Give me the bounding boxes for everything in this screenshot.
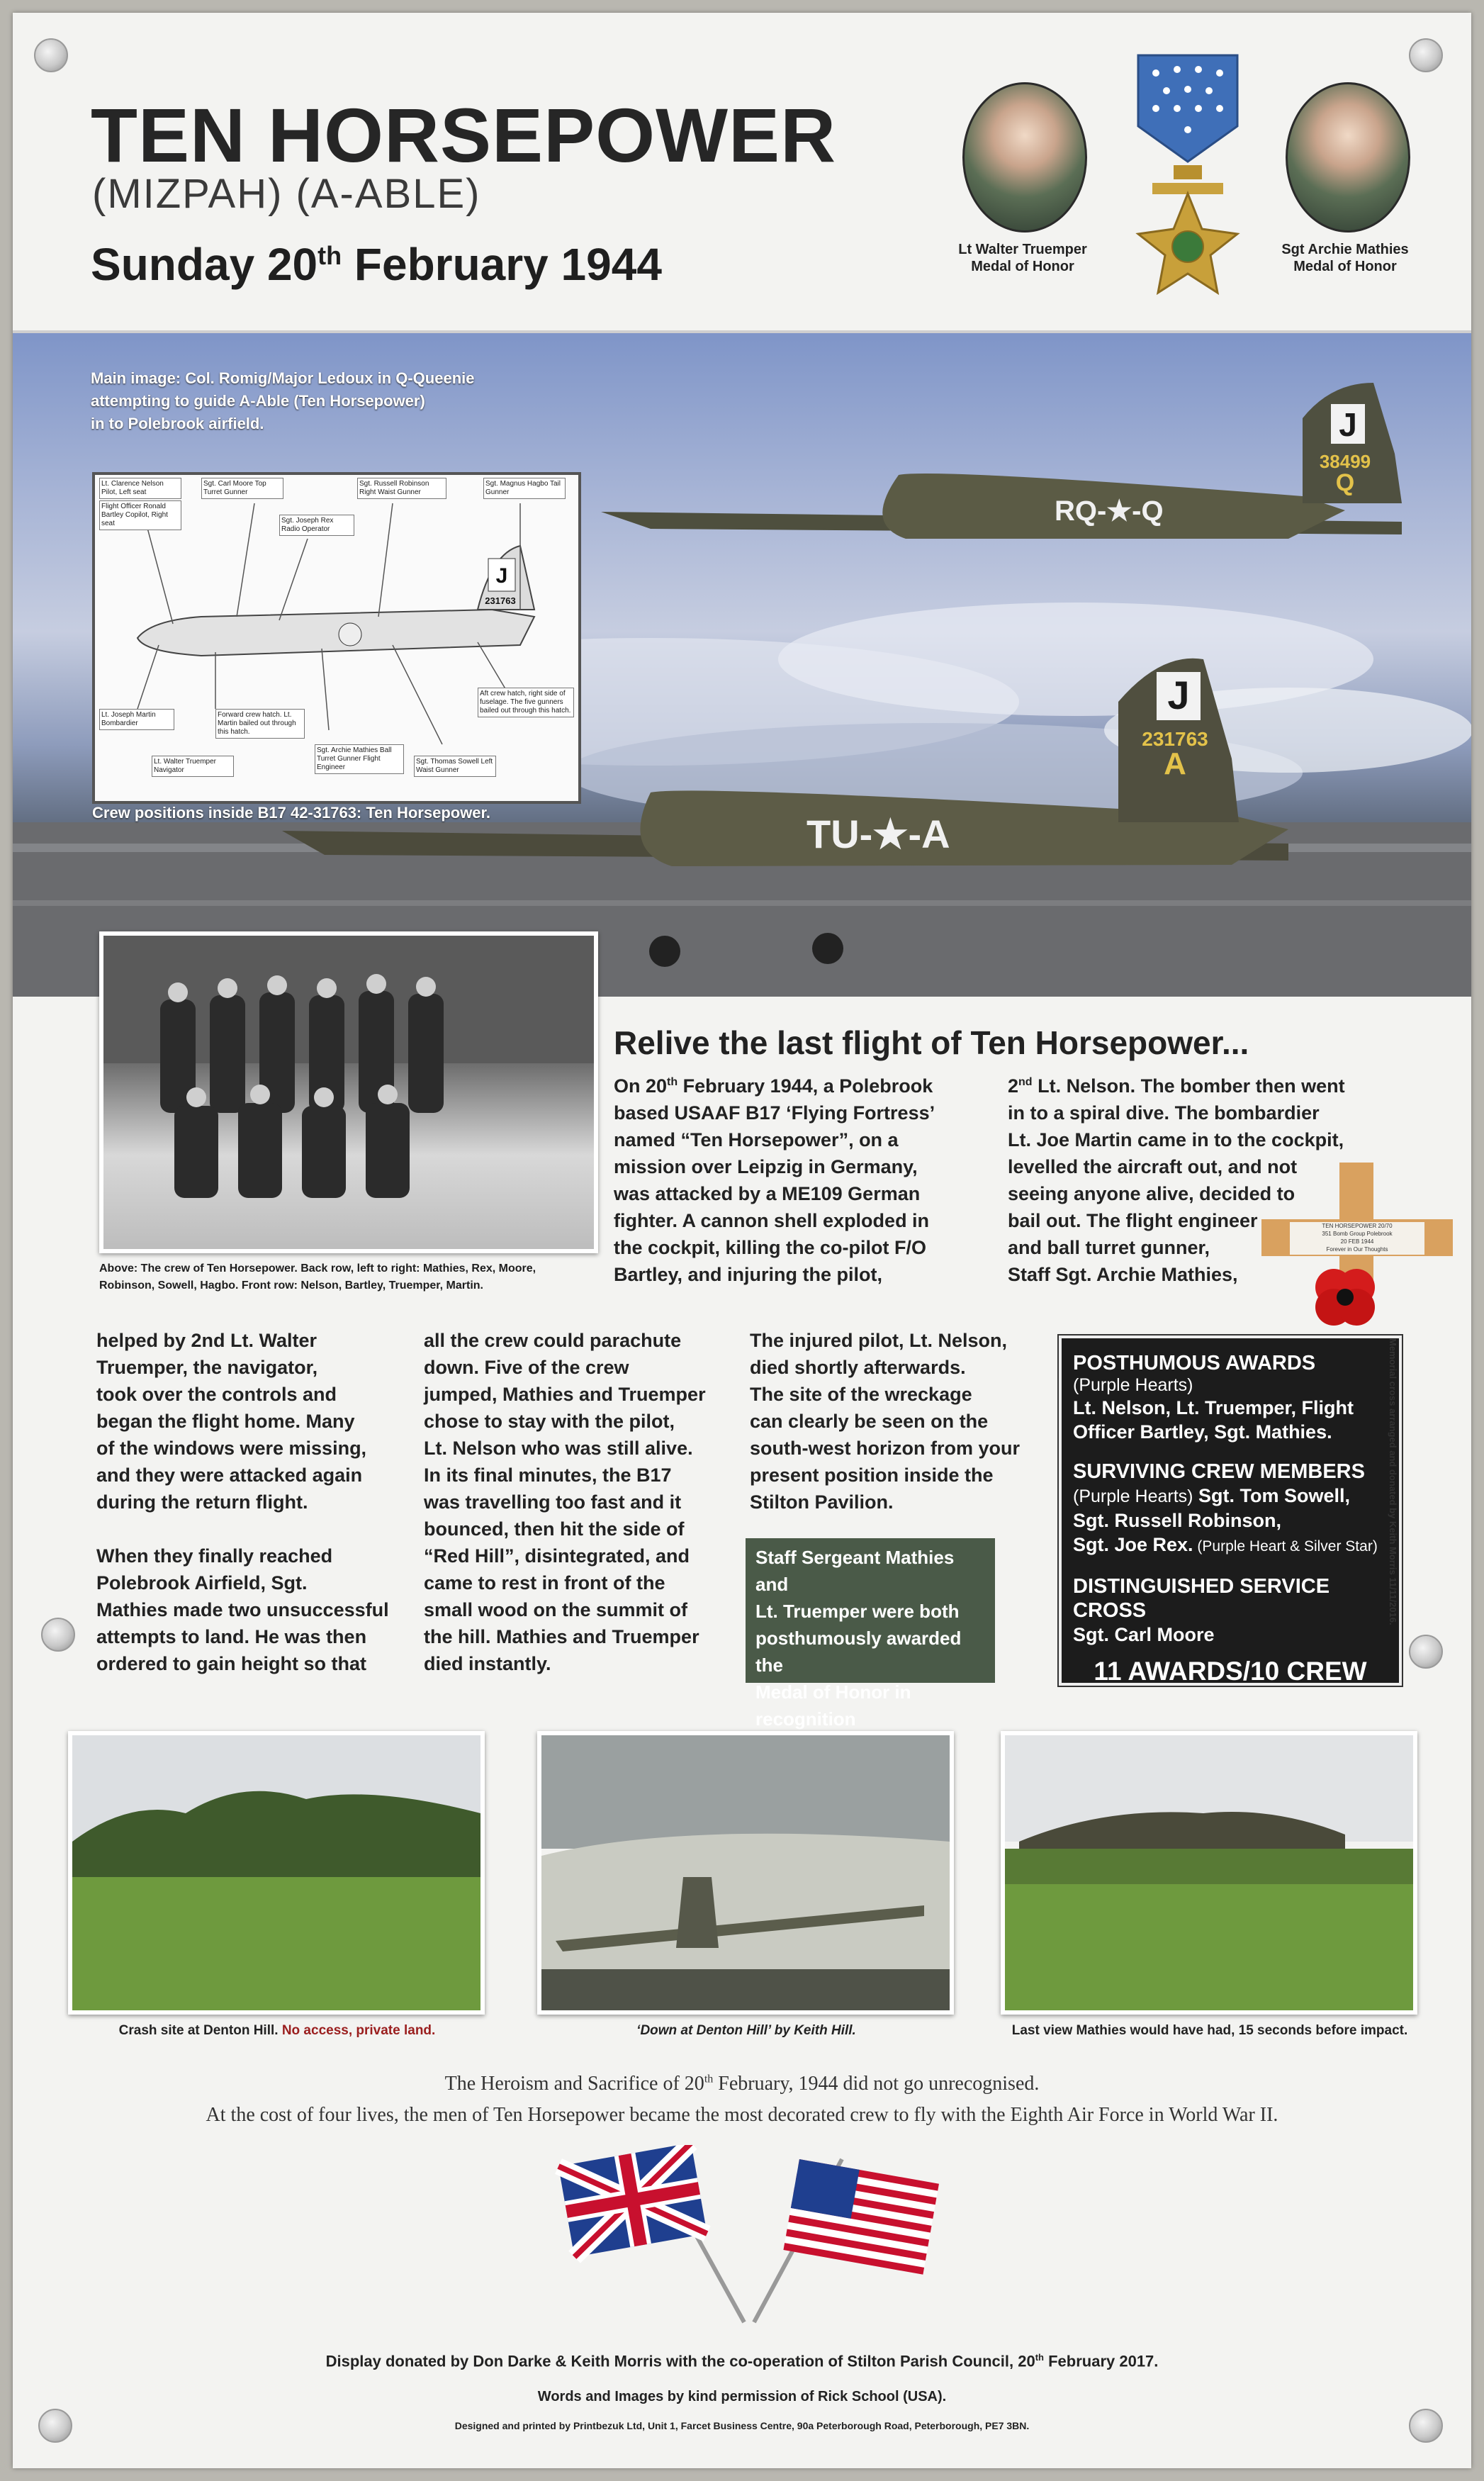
- story-line: bounced, then hit the side of: [424, 1518, 685, 1540]
- story-line: chose to stay with the pilot,: [424, 1411, 675, 1432]
- awards-survivor-line: Sgt. Joe Rex. (Purple Heart & Silver Star): [1073, 1534, 1378, 1555]
- crew-caption-line: Above: The crew of Ten Horsepower. Back row, left to right: Mathies, Rex, Moore,: [99, 1262, 536, 1275]
- upper-b17: [601, 383, 1402, 539]
- story-line: In its final minutes, the B17: [424, 1464, 672, 1486]
- story-line: died shortly afterwards.: [750, 1357, 966, 1378]
- screw-top-right: [1409, 38, 1443, 72]
- mathies-name: Sgt Archie Mathies: [1281, 242, 1409, 257]
- story-col1: [614, 1069, 996, 1288]
- truemper-honor: Medal of Honor: [971, 259, 1074, 274]
- diagram-label: Lt. Walter Truemper Navigator: [152, 756, 234, 777]
- medal-note-box: [746, 1538, 995, 1730]
- story-line: all the crew could parachute: [424, 1330, 682, 1351]
- story-line: was attacked by a ME109 German: [614, 1183, 921, 1204]
- story-line: Stilton Pavilion.: [750, 1491, 894, 1513]
- mathies-portrait: [1286, 82, 1410, 233]
- cross-plaque: TEN HORSEPOWER 20/70 351 Bomb Group Polebrook 20 FEB 1944 Forever in Our Thoughts: [1290, 1222, 1424, 1255]
- crash-site-scene: [72, 1735, 480, 2010]
- mathies-honor: Medal of Honor: [1293, 259, 1397, 274]
- diagram-label: Lt. Clarence Nelson Pilot, Left seat: [99, 478, 181, 499]
- story-heading: Relive the last flight of Ten Horsepower...: [614, 1024, 1249, 1061]
- awards-box: [1059, 1335, 1402, 1686]
- story-line: mission over Leipzig in Germany,: [614, 1156, 918, 1177]
- story-line: the hill. Mathies and Truemper: [424, 1626, 699, 1647]
- story-line: Lt. Joe Martin came in to the cockpit,: [1008, 1129, 1344, 1150]
- story-line: the cockpit, killing the co-pilot F/O: [614, 1237, 927, 1258]
- date-sup: th: [317, 241, 342, 270]
- crew-photo-scene: [103, 936, 594, 1249]
- diagram-label: Sgt. Archie Mathies Ball Turret Gunner Flight Engineer: [315, 744, 404, 774]
- story-line: When they finally reached: [96, 1545, 333, 1567]
- us-flag: [783, 2159, 939, 2275]
- story-col-a: [96, 1327, 394, 1677]
- awards-gap: [1073, 1559, 1388, 1574]
- story-col-b: [424, 1327, 736, 1677]
- upper-fuselage-code: RQ-★-Q: [1055, 495, 1164, 527]
- story-line: The site of the wreckage: [750, 1384, 972, 1405]
- story-line: jumped, Mathies and Truemper: [424, 1384, 706, 1405]
- story-line: attempts to land. He was then: [96, 1626, 367, 1647]
- story-line: down. Five of the crew: [424, 1357, 629, 1378]
- story-line: and ball turret gunner,: [1008, 1237, 1210, 1258]
- story-line: small wood on the summit of: [424, 1599, 688, 1620]
- awards-dsc-name: Sgt. Carl Moore: [1073, 1624, 1215, 1645]
- last-view-caption: Last view Mathies would have had, 15 seconds before impact.: [1011, 2023, 1408, 2038]
- poppy-icon: [1310, 1260, 1381, 1331]
- footer-credits: Words and Images by kind permission of Rick School (USA).: [537, 2389, 947, 2404]
- note-line: posthumously awarded the: [755, 1628, 962, 1676]
- cross-side-note: [1388, 1338, 1409, 1636]
- diagram-label: Sgt. Thomas Sowell Left Waist Gunner: [414, 756, 496, 777]
- lower-code: A: [1164, 746, 1186, 781]
- story-line: south-west horizon from your: [750, 1438, 1020, 1459]
- story-col-c: [750, 1327, 1047, 1516]
- story-line: bail out. The flight engineer: [1008, 1210, 1258, 1231]
- screw-top-left: [34, 38, 68, 72]
- awards-survivor-line: (Purple Hearts) Sgt. Tom Sowell,: [1073, 1485, 1351, 1506]
- story-line: 2nd Lt. Nelson. The bomber then went: [1008, 1075, 1345, 1097]
- footer-printer: Designed and printed by Printbezuk Ltd, Unit 1, Farcet Business Centre, 90a Peterborough Road, Peterborough, PE7 3BN.: [454, 2420, 1030, 2431]
- story-line: Lt. Nelson who was still alive.: [424, 1438, 693, 1459]
- page-date: [91, 238, 662, 291]
- truemper-caption: [934, 241, 1111, 275]
- story-line: helped by 2nd Lt. Walter: [96, 1330, 317, 1351]
- page-subtitle: (MIZPAH) (A-ABLE): [92, 171, 481, 217]
- diagram-label: Sgt. Magnus Hagbo Tail Gunner: [483, 478, 566, 499]
- lower-tail-letter: J: [1167, 673, 1190, 717]
- note-line: Lt. Truemper were both: [755, 1601, 960, 1622]
- awards-gap: [1073, 1444, 1388, 1460]
- diagram-label: Sgt. Joseph Rex Radio Operator: [279, 515, 354, 536]
- truemper-name: Lt Walter Truemper: [958, 242, 1087, 257]
- awards-posthumous-names: Officer Bartley, Sgt. Mathies.: [1073, 1421, 1332, 1443]
- screw-low-right: [1409, 1635, 1443, 1669]
- crew-photo: [99, 931, 598, 1253]
- diagram-label: Lt. Joseph Martin Bombardier: [99, 709, 174, 730]
- story-line: Bartley, and injuring the pilot,: [614, 1264, 883, 1285]
- diagram-caption: Crew positions inside B17 42-31763: Ten Horsepower.: [92, 804, 490, 822]
- mathies-caption: [1253, 241, 1437, 275]
- awards-total: 11 AWARDS/10 CREW: [1094, 1657, 1367, 1686]
- story-line: Truemper, the navigator,: [96, 1357, 318, 1378]
- hero-caption: [91, 367, 544, 435]
- lower-fuselage-code: TU-★-A: [806, 812, 950, 856]
- medal-of-honor-icon: [1131, 48, 1244, 303]
- story-line: of the windows were missing,: [96, 1438, 367, 1459]
- story-line: took over the controls and: [96, 1384, 337, 1405]
- footer-donation: Display donated by Don Darke & Keith Morris with the co-operation of Stilton Parish Council, 20th February 2017.: [325, 2352, 1159, 2370]
- story-line: seeing anyone alive, decided to: [1008, 1183, 1295, 1204]
- story-line: came to rest in front of the: [424, 1572, 665, 1594]
- date-prefix: Sunday 20: [91, 239, 318, 290]
- crash-site-photo: [68, 1731, 485, 2015]
- painting-caption: ‘Down at Denton Hill’ by Keith Hill.: [636, 2023, 856, 2038]
- diagram-label: Sgt. Russell Robinson Right Waist Gunner: [357, 478, 446, 499]
- diagram-label: Sgt. Carl Moore Top Turret Gunner: [201, 478, 283, 499]
- painting-scene: [541, 1735, 950, 2010]
- diagram-label: Forward crew hatch. Lt. Martin bailed out through this hatch.: [215, 709, 305, 739]
- truemper-portrait: [962, 82, 1087, 233]
- story-line: during the return flight.: [96, 1491, 308, 1513]
- upper-code: Q: [1335, 469, 1355, 496]
- awards-dsc-heading: DISTINGUISHED SERVICE CROSS: [1073, 1575, 1330, 1622]
- story-line: “Red Hill”, disintegrated, and: [424, 1545, 690, 1567]
- crash-site-caption: Crash site at Denton Hill. No access, private land.: [118, 2023, 436, 2038]
- crew-position-diagram: [92, 472, 581, 804]
- painting-denton-hill: [537, 1731, 954, 2015]
- date-suffix: February 1944: [342, 239, 662, 290]
- note-line: Medal of Honor in recognition: [755, 1681, 911, 1730]
- story-line: Staff Sgt. Archie Mathies,: [1008, 1264, 1238, 1285]
- hero-caption-line: Main image: Col. Romig/Major Ledoux in Q-Queenie: [91, 369, 475, 387]
- diagram-label: Flight Officer Ronald Bartley Copilot, Right seat: [99, 500, 181, 530]
- story-line: fighter. A cannon shell exploded in: [614, 1210, 930, 1231]
- story-line: Mathies made two unsuccessful: [96, 1599, 389, 1620]
- story-line: ordered to gain height so that: [96, 1653, 367, 1674]
- awards-survivors-heading: SURVIVING CREW MEMBERS: [1073, 1460, 1365, 1483]
- story-line: The injured pilot, Lt. Nelson,: [750, 1330, 1007, 1351]
- cross-side-note-text: Memorial cross arranged and donated by Keith Morris 11/11/2016.: [1388, 1338, 1398, 1625]
- tribute-line-2: At the cost of four lives, the men of Ten Horsepower became the most decorated crew to fly with the Eighth Air Force in World War II.: [206, 2104, 1278, 2126]
- hero-caption-line: in to Polebrook airfield.: [91, 415, 264, 432]
- story-line: based USAAF B17 ‘Flying Fortress’: [614, 1102, 935, 1124]
- diagram-tail-letter: J: [495, 564, 508, 588]
- awards-posthumous-sub: (Purple Hearts): [1073, 1375, 1193, 1395]
- last-view-scene: [1005, 1735, 1413, 2010]
- screw-low-left: [41, 1618, 75, 1652]
- story-line: present position inside the: [750, 1464, 994, 1486]
- story-line: died instantly.: [424, 1653, 551, 1674]
- diagram-tail-serial: 231763: [485, 595, 516, 606]
- awards-posthumous-names: Lt. Nelson, Lt. Truemper, Flight: [1073, 1397, 1354, 1418]
- story-line: can clearly be seen on the: [750, 1411, 989, 1432]
- hero-caption-line: attempting to guide A-Able (Ten Horsepower): [91, 392, 425, 410]
- story-line: levelled the aircraft out, and not: [1008, 1156, 1298, 1177]
- story-line: was travelling too fast and it: [424, 1491, 682, 1513]
- last-view-photo: [1001, 1731, 1417, 2015]
- story-line: and they were attacked again: [96, 1464, 363, 1486]
- story-line: Polebrook Airfield, Sgt.: [96, 1572, 308, 1594]
- union-flag: [558, 2145, 707, 2257]
- awards-posthumous-heading: POSTHUMOUS AWARDS: [1073, 1352, 1316, 1374]
- crossed-flags-icon: [544, 2145, 955, 2329]
- story-line: named “Ten Horsepower”, on a: [614, 1129, 899, 1150]
- story-line: began the flight home. Many: [96, 1411, 355, 1432]
- diagram-label: Aft crew hatch, right side of fuselage. The five gunners bailed out through this hatch.: [478, 688, 574, 717]
- awards-survivor-line: Sgt. Russell Robinson,: [1073, 1510, 1282, 1531]
- memorial-panel: [13, 13, 1471, 2468]
- tribute-line-1: The Heroism and Sacrifice of 20th February, 1944 did not go unrecognised.: [444, 2073, 1040, 2095]
- crew-photo-caption: [99, 1260, 595, 1294]
- page-title: TEN HORSEPOWER: [91, 92, 837, 178]
- note-line: Staff Sergeant Mathies and: [755, 1547, 955, 1595]
- story-line: in to a spiral dive. The bombardier: [1008, 1102, 1320, 1124]
- paragraph-gap: [96, 1516, 394, 1542]
- crew-caption-line: Robinson, Sowell, Hagbo. Front row: Nelson, Bartley, Truemper, Martin.: [99, 1279, 483, 1292]
- lower-serial: 231763: [1142, 728, 1208, 750]
- upper-tail-letter: J: [1339, 406, 1357, 443]
- story-line: On 20th February 1944, a Polebrook: [614, 1075, 933, 1097]
- upper-serial: 38499: [1319, 451, 1371, 472]
